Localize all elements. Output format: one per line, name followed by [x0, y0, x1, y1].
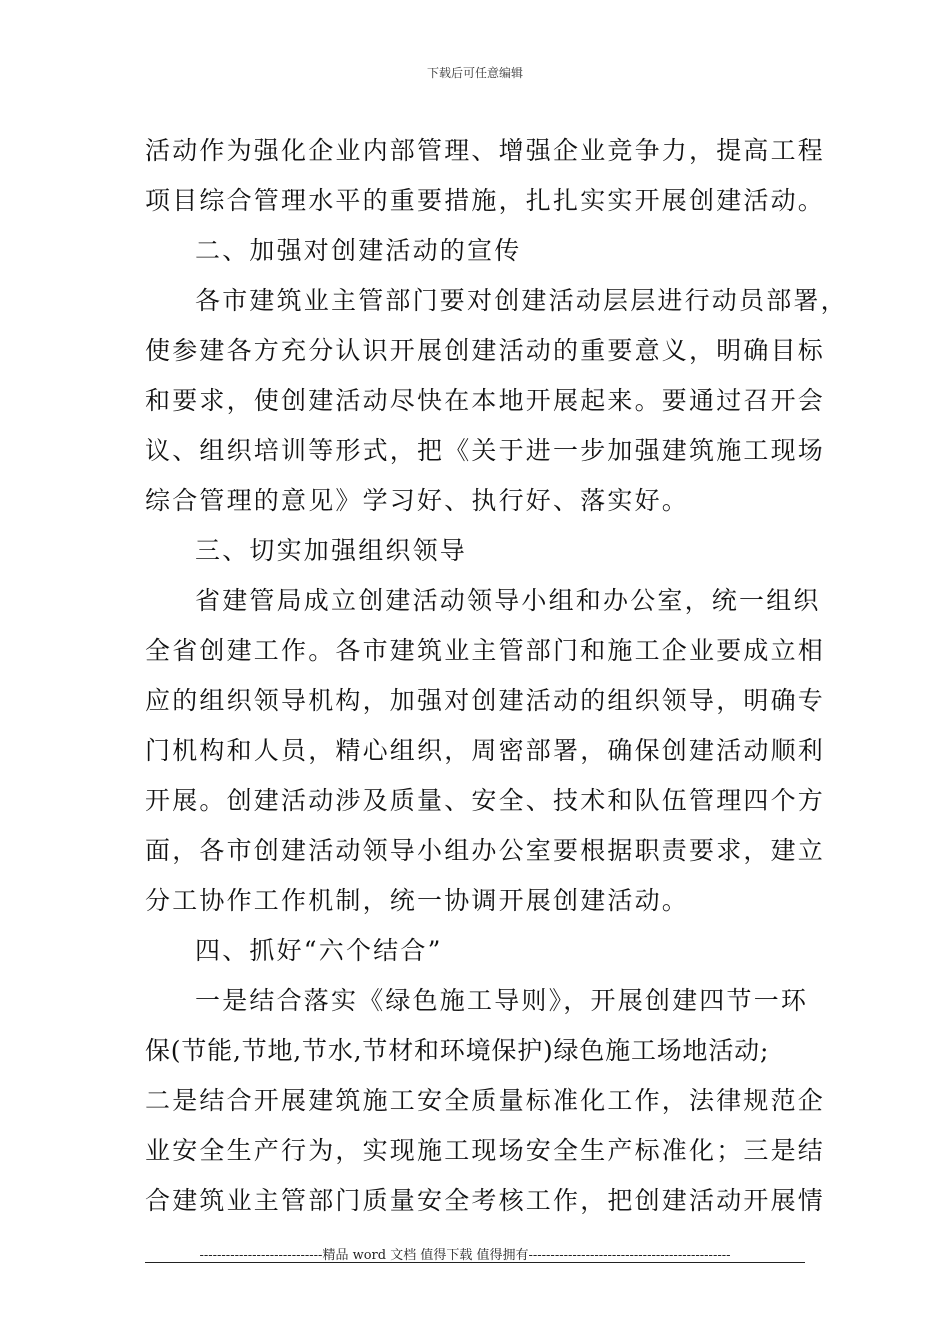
text-line: 面，各市创建活动领导小组办公室要根据职责要求，建立	[145, 836, 826, 865]
text-line: 门机构和人员，精心组织，周密部署，确保创建活动顺利	[145, 736, 826, 765]
page-header: 下载后可任意编辑	[426, 66, 523, 80]
section-heading: 三、切实加强组织领导	[195, 536, 468, 565]
text-line: 保(节能,节地,节水,节材和环境保护)绿色施工场地活动;	[145, 1036, 770, 1065]
text-line: 应的组织领导机构，加强对创建活动的组织领导，明确专	[145, 686, 826, 715]
text-line: 活动作为强化企业内部管理、增强企业竞争力，提高工程	[145, 136, 826, 165]
text-line: 综合管理的意见》学习好、执行好、落实好。	[145, 486, 690, 515]
footer-divider	[145, 1262, 805, 1263]
section-heading: 二、加强对创建活动的宣传	[195, 236, 522, 265]
text-line: 项目综合管理水平的重要措施，扎扎实实开展创建活动。	[145, 186, 826, 215]
text-line: 省建管局成立创建活动领导小组和办公室，统一组织	[195, 586, 821, 615]
text-line: 合建筑业主管部门质量安全考核工作，把创建活动开展情	[145, 1186, 826, 1215]
text-line: 议、组织培训等形式，把《关于进一步加强建筑施工现场	[145, 436, 826, 465]
text-line: 业安全生产行为，实现施工现场安全生产标准化；三是结	[145, 1136, 826, 1165]
text-line: 一是结合落实《绿色施工导则》，开展创建四节一环	[195, 986, 809, 1015]
text-line: 使参建各方充分认识开展创建活动的重要意义，明确目标	[145, 336, 826, 365]
text-line: 分工协作工作机制，统一协调开展创建活动。	[145, 886, 690, 915]
text-line: 开展。创建活动涉及质量、安全、技术和队伍管理四个方	[145, 786, 826, 815]
text-line: 和要求，使创建活动尽快在本地开展起来。要通过召开会	[145, 386, 826, 415]
page-footer: ----------------------------精品 word 文档 值得下载 值得拥有----------------------------------------------	[199, 1248, 731, 1263]
section-heading: 四、抓好“六个结合”	[195, 936, 443, 965]
text-line: 全省创建工作。各市建筑业主管部门和施工企业要成立相	[145, 636, 826, 665]
text-line: 二是结合开展建筑施工安全质量标准化工作，法律规范企	[145, 1086, 826, 1115]
document-body	[145, 126, 848, 1226]
text-line: 各市建筑业主管部门要对创建活动层层进行动员部署，	[195, 286, 848, 315]
